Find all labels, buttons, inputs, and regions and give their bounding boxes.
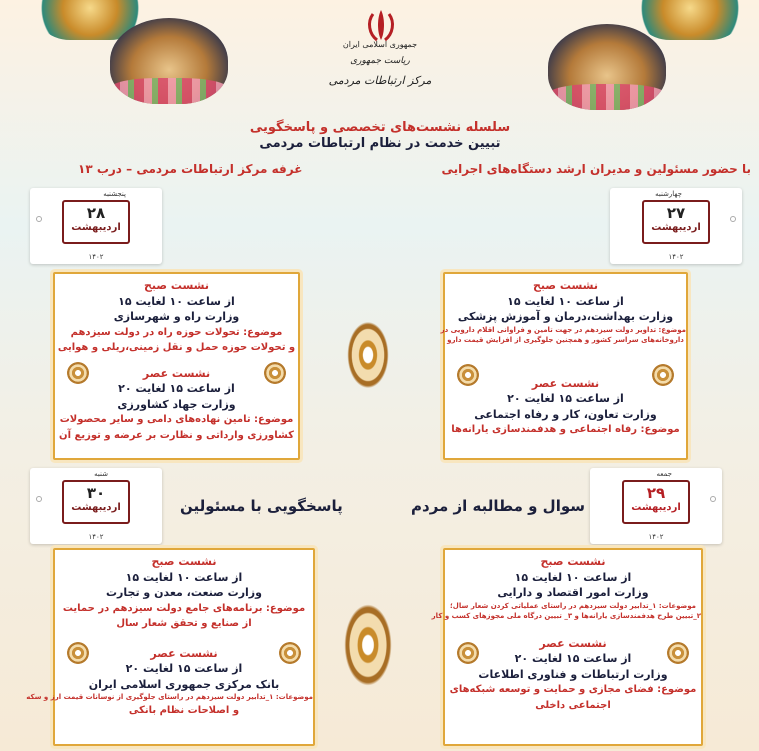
evening-label: نشست عصر: [539, 636, 607, 650]
morning-topic-line: موضوعات: ۱_تدابیر دولت سیزدهم در راستای عملیاتی کردن شعار سال؛: [450, 601, 696, 610]
flower-icon: [652, 364, 674, 386]
day-number: ۲۸: [86, 204, 106, 222]
morning-topic-line: موضوع: برنامه‌های جامع دولت سیزدهم در حمایت: [62, 602, 306, 614]
flower-icon: [264, 362, 286, 384]
morning-ministry: وزارت امور اقتصاد و دارایی: [497, 586, 649, 599]
flower-icon: [457, 364, 479, 386]
morning-time: از ساعت ۱۰ لغایت ۱۵: [125, 570, 243, 584]
evening-time: از ساعت ۱۵ لغایت ۲۰: [118, 382, 235, 395]
title-line-1: سلسله نشست‌های تخصصی و پاسخگویی: [249, 120, 511, 135]
panel-day-29: [431, 548, 703, 746]
evening-time: از ساعت ۱۵ لغایت ۲۰: [125, 662, 243, 675]
date-card-30: [30, 468, 162, 544]
center-ornament-icon: [336, 590, 400, 700]
morning-topic-line: ۲_تبیین طرح هدفمندسازی یارانه‌ها و ۳_ تبیین درگاه ملی مجوزهای کسب و کار: [431, 612, 701, 620]
morning-ministry: وزارت بهداشت،درمان و آموزش پزشکی: [457, 310, 674, 323]
binder-hole-icon: [36, 496, 42, 502]
month: اردیبهشت: [71, 222, 121, 233]
subtitle-right: با حضور مسئولین و مدیران ارشد دستگاه‌های اجرایی: [441, 162, 751, 176]
evening-topic-line: کشاورزی وارداتی و نظارت بر عرضه و توزیع آن: [59, 429, 294, 441]
date-card-28: [30, 188, 162, 264]
morning-topic-line: و تحولات حوزه حمل و نقل زمینی،ریلی و هوایی: [57, 342, 296, 353]
portrait-right-image: [548, 24, 666, 110]
evening-label: نشست عصر: [150, 646, 218, 660]
flower-icon: [457, 642, 479, 664]
evening-time: از ساعت ۱۵ لغایت ۲۰: [514, 652, 632, 665]
month: اردیبهشت: [71, 502, 121, 513]
panel-day-27: [440, 272, 688, 460]
day-number: ۲۷: [666, 204, 686, 222]
evening-label: نشست عصر: [142, 366, 211, 380]
top-right-ornament: [630, 0, 750, 40]
morning-time: از ساعت ۱۰ لغایت ۱۵: [118, 294, 235, 308]
org-line-1: جمهوری اسلامی ایران: [342, 40, 418, 49]
evening-label: نشست عصر: [531, 376, 600, 390]
morning-topic-line: موضوع: تحولات حوزه راه در دولت سیزدهم: [70, 326, 283, 338]
morning-time: از ساعت ۱۰ لغایت ۱۵: [507, 294, 624, 308]
left-section-heading: پاسخگویی با مسئولین: [180, 497, 343, 515]
binder-hole-icon: [710, 496, 716, 502]
morning-topic-line: موضوع: تداویر دولت سیزدهم در جهت تامین و فراوانی اقلام دارویی در: [440, 325, 686, 334]
evening-topic-line: موضوع: رفاه اجتماعی و هدفمندسازی یارانه‌ها: [451, 424, 680, 435]
weekday: شنبه: [94, 470, 108, 478]
morning-label: نشست صبح: [532, 279, 599, 292]
date-box: [62, 480, 130, 524]
evening-topic-line: موضوع: فضای مجازی و حمایت و توسعه شبکه‌های: [449, 684, 697, 695]
morning-label: نشست صبح: [143, 279, 210, 292]
weekday: جمعه: [656, 470, 672, 478]
binder-hole-icon: [730, 216, 736, 222]
month: اردیبهشت: [651, 222, 701, 233]
weekday: چهارشنبه: [655, 190, 682, 198]
month: اردیبهشت: [631, 502, 681, 513]
panel-day-30: [26, 548, 315, 746]
evening-topic-line: و اصلاحات نظام بانکی: [128, 704, 240, 716]
evening-time: از ساعت ۱۵ لغایت ۲۰: [507, 392, 624, 405]
flower-icon: [667, 642, 689, 664]
org-line-2: ریاست جمهوری: [350, 56, 410, 66]
flower-icon: [67, 362, 89, 384]
date-box: [642, 200, 710, 244]
evening-ministry: وزارت جهاد کشاورزی: [117, 397, 236, 411]
panel-day-28: [53, 272, 300, 460]
date-box: [62, 200, 130, 244]
morning-label: نشست صبح: [540, 555, 606, 568]
evening-topic-line: اجتماعی داخلی: [535, 699, 611, 711]
org-line-3: مرکز ارتباطات مردمی: [328, 74, 432, 87]
right-section-heading: سوال و مطالبه از مردم: [411, 497, 585, 515]
date-card-27: [610, 188, 742, 264]
year: ۱۴۰۲: [88, 533, 104, 541]
iran-emblem-icon: [357, 8, 405, 42]
subtitle-left: غرفه مرکز ارتباطات مردمی – درب ۱۳: [78, 162, 303, 176]
morning-label: نشست صبح: [151, 555, 217, 568]
flower-icon: [67, 642, 89, 664]
evening-ministry: بانک مرکزی جمهوری اسلامی ایران: [88, 677, 280, 691]
evening-topic-line: موضوع: تامین نهاده‌های دامی و سایر محصولات: [59, 414, 294, 425]
flower-icon: [279, 642, 301, 664]
evening-ministry: وزارت تعاون، کار و رفاه اجتماعی: [474, 407, 657, 421]
binder-hole-icon: [36, 216, 42, 222]
morning-ministry: وزارت راه و شهرسازی: [113, 310, 240, 323]
center-ornament-icon: [340, 310, 396, 400]
morning-time: از ساعت ۱۰ لغایت ۱۵: [514, 570, 632, 584]
title-line-2: تبیین خدمت در نظام ارتباطات مردمی: [259, 136, 501, 151]
portrait-left-image: [110, 18, 228, 104]
day-number: ۲۹: [646, 484, 666, 502]
evening-topic-line: موضوعات: ۱_تدابیر دولت سیزدهم در راستای جلوگیری از نوسانات قیمت ارز و سکه: [26, 693, 313, 701]
date-card-29: [590, 468, 722, 544]
year: ۱۴۰۲: [88, 253, 104, 261]
day-number: ۳۰: [86, 484, 106, 502]
date-box: [622, 480, 690, 524]
morning-topic-line: داروخانه‌های سراسر کشور و همچنین جلوگیری از افزایش قیمت دارو: [447, 336, 684, 344]
morning-topic-line: از صنایع و تحقق شعار سال: [116, 618, 252, 629]
morning-ministry: وزارت صنعت، معدن و تجارت: [106, 586, 262, 599]
evening-ministry: وزارت ارتباطات و فناوری اطلاعات: [478, 667, 668, 681]
weekday: پنجشنبه: [103, 190, 126, 198]
year: ۱۴۰۲: [668, 253, 684, 261]
year: ۱۴۰۲: [648, 533, 664, 541]
